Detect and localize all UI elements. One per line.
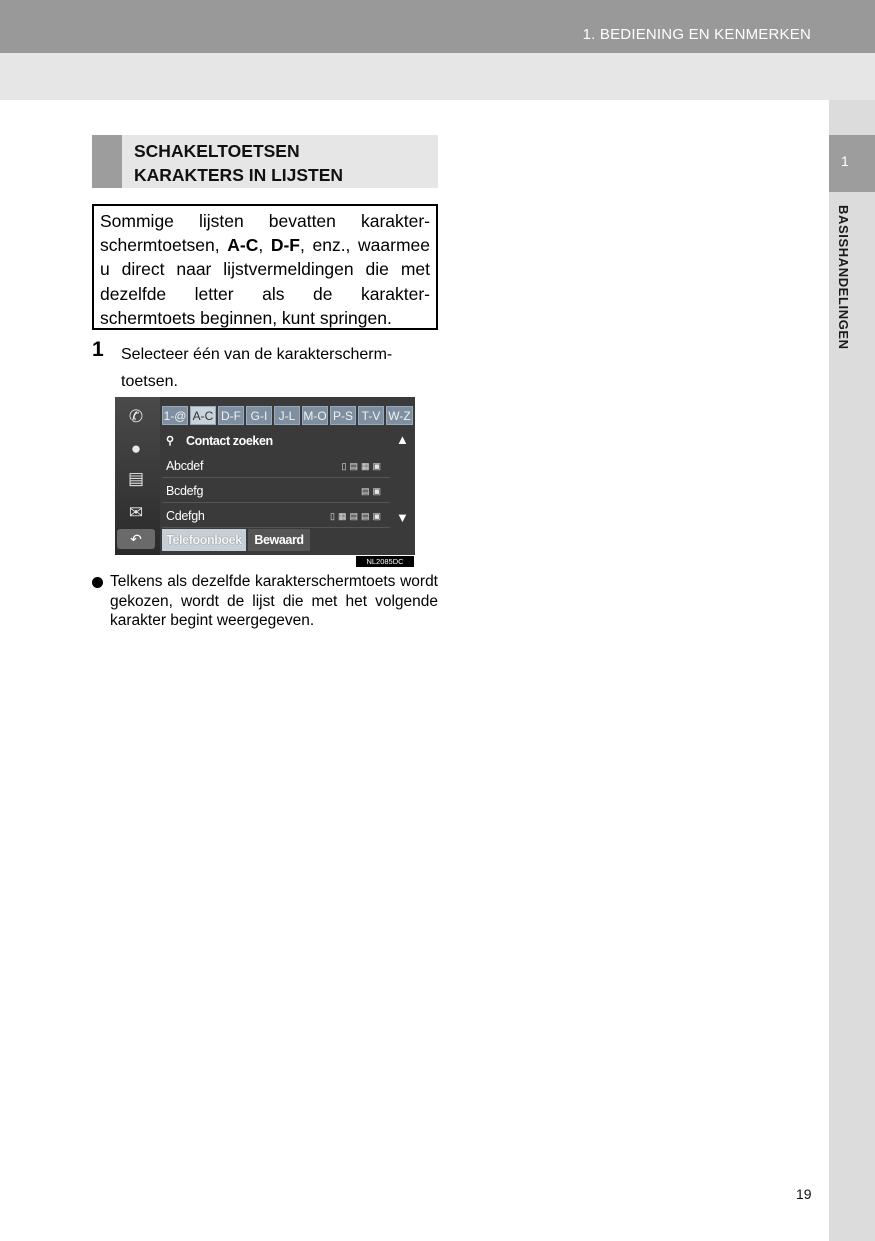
info-box — [92, 204, 438, 330]
mail-icon: ✉ — [128, 503, 144, 522]
char-tab-1: 1-@ — [162, 406, 188, 425]
tab-bewaard: Bewaard — [248, 529, 310, 551]
info-sep: , — [258, 235, 271, 256]
info-text-1: Sommige lijsten bevatten karakter-schermtoetsen, — [100, 211, 430, 256]
step-number: 1 — [92, 338, 104, 361]
page-number: 19 — [796, 1186, 812, 1202]
list-item-icons: ▯▦▤▤▣ — [330, 511, 384, 521]
contact-search-row — [162, 430, 414, 452]
list-item-name: Cdefgh — [166, 509, 205, 523]
info-text-2: , enz., waarmee u direct naar lijstvermeldingen die met dezelfde letter als de karakter-schermtoets beginnen, kunt springen. — [100, 235, 430, 328]
section-title-line2: KARAKTERS IN LIJSTEN — [134, 165, 344, 185]
list-item-icons: ▯▤▦▣ — [341, 461, 384, 471]
step-text: Selecteer één van de karakterscherm-toetsen. — [121, 346, 393, 390]
image-code: NL2085DC — [356, 556, 414, 567]
search-icon: ⚲ — [166, 435, 175, 447]
contact-search-label: Contact zoeken — [186, 434, 273, 448]
section-heading-marker — [92, 135, 122, 188]
char-tab-7: P-S — [330, 406, 356, 425]
char-tab-9: W-Z — [386, 406, 413, 425]
list-item-name: Abcdef — [166, 459, 204, 473]
list-item — [162, 504, 390, 528]
section-title — [134, 139, 343, 187]
bottom-tabs — [160, 529, 415, 551]
bullet-text: Telkens als dezelfde karakterschermtoets wordt gekozen, wordt de lijst die met het volgende karakter begint weergegeven. — [110, 573, 438, 629]
screen-left-column — [115, 397, 160, 555]
char-tab-8: T-V — [358, 406, 384, 425]
contact-card-icon: ▤ — [127, 469, 145, 488]
info-bold-df: D-F — [270, 235, 300, 256]
bulb-icon: ● — [130, 439, 142, 458]
list-item — [162, 454, 390, 478]
list-item — [162, 479, 390, 503]
char-tab-3: D-F — [218, 406, 244, 425]
char-tab-2: A-C — [190, 406, 216, 425]
scroll-up-icon: ▲ — [396, 432, 409, 447]
char-tab-5: J-L — [274, 406, 300, 425]
section-heading — [92, 135, 438, 188]
char-tab-6: M-O — [302, 406, 328, 425]
chapter-tab — [829, 135, 875, 192]
chapter-tab-label: BASISHANDELINGEN — [836, 205, 851, 350]
chapter-title: 1. BEDIENING EN KENMERKEN — [582, 26, 811, 43]
tab-telefoonboek: Telefoonboek — [162, 529, 246, 551]
info-bold-ac: A-C — [227, 235, 259, 256]
list-item-icons: ▤▣ — [360, 486, 384, 496]
phone-icon: ✆ — [128, 407, 144, 426]
char-tabs — [162, 406, 414, 425]
scroll-down-icon: ▼ — [396, 510, 409, 525]
chapter-tab-number: 1 — [841, 153, 849, 169]
screen-illustration — [115, 397, 415, 555]
back-icon: ↶ — [117, 529, 155, 549]
section-title-line1: SCHAKELTOETSEN — [134, 141, 300, 161]
list-item-name: Bcdefg — [166, 484, 204, 498]
bullet-dot-icon — [92, 577, 103, 588]
top-header-bar — [0, 0, 875, 53]
sub-header-bar — [0, 53, 875, 100]
char-tab-4: G-I — [246, 406, 272, 425]
